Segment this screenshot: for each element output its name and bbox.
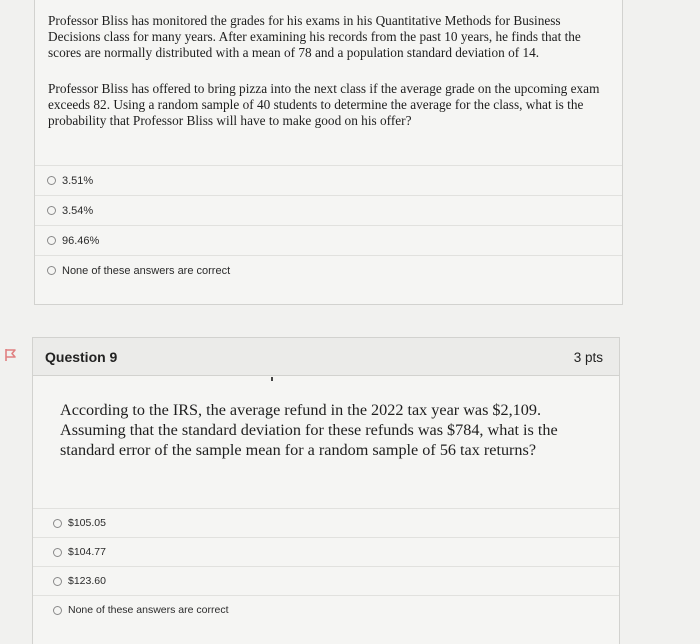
cursor-mark [271,377,273,381]
answer-label: $105.05 [68,517,106,529]
question-8-paragraph-1: Professor Bliss has monitored the grades for his exams in his Quantitative Methods for Business Decisions class for many years. After examining his records from the past 10 years, he finds that the scores are normally distributed with a mean of 78 and a population standard deviation of 14. [48,13,581,60]
radio-button-icon[interactable] [53,606,62,615]
answer-option[interactable] [33,595,619,624]
answer-label: $123.60 [68,575,106,587]
answer-option[interactable] [33,566,619,595]
question-header [33,338,619,376]
radio-button-icon[interactable] [53,548,62,557]
question-points: 3 pts [573,350,603,365]
radio-button-icon[interactable] [53,577,62,586]
answer-option[interactable] [33,537,619,566]
question-8-paragraph-2: Professor Bliss has offered to bring pizza into the next class if the average grade on the upcoming exam exceeds 82. Using a random sample of 40 students to determine the average for the class, what is the probability that Professor Bliss will have to make good on his offer? [48,81,600,128]
question-8-answer-list [35,165,622,285]
question-9-card [32,337,620,644]
answer-option[interactable] [35,255,622,285]
question-8-card [34,0,623,305]
answer-option[interactable] [35,195,622,225]
radio-button-icon[interactable] [47,176,56,185]
question-title: Question 9 [45,349,118,365]
answer-option[interactable] [33,508,619,537]
question-9-answer-list [33,508,619,624]
answer-label: 3.54% [62,204,94,217]
answer-label: None of these answers are correct [62,264,231,277]
radio-button-icon[interactable] [53,519,62,528]
answer-label: $104.77 [68,546,106,558]
answer-label: None of these answers are correct [68,604,229,616]
answer-label: 3.51% [62,174,94,187]
radio-button-icon[interactable] [47,236,56,245]
question-9-text: According to the IRS, the average refund in the 2022 tax year was $2,109. Assuming that the standard deviation for these refunds was $784, what is the standard error of the sample mean for a random sample of 56 tax returns? [60,401,558,459]
answer-label: 96.46% [62,234,100,247]
flag-icon[interactable] [4,348,18,362]
radio-button-icon[interactable] [47,266,56,275]
answer-option[interactable] [35,225,622,255]
answer-option[interactable] [35,165,622,195]
radio-button-icon[interactable] [47,206,56,215]
